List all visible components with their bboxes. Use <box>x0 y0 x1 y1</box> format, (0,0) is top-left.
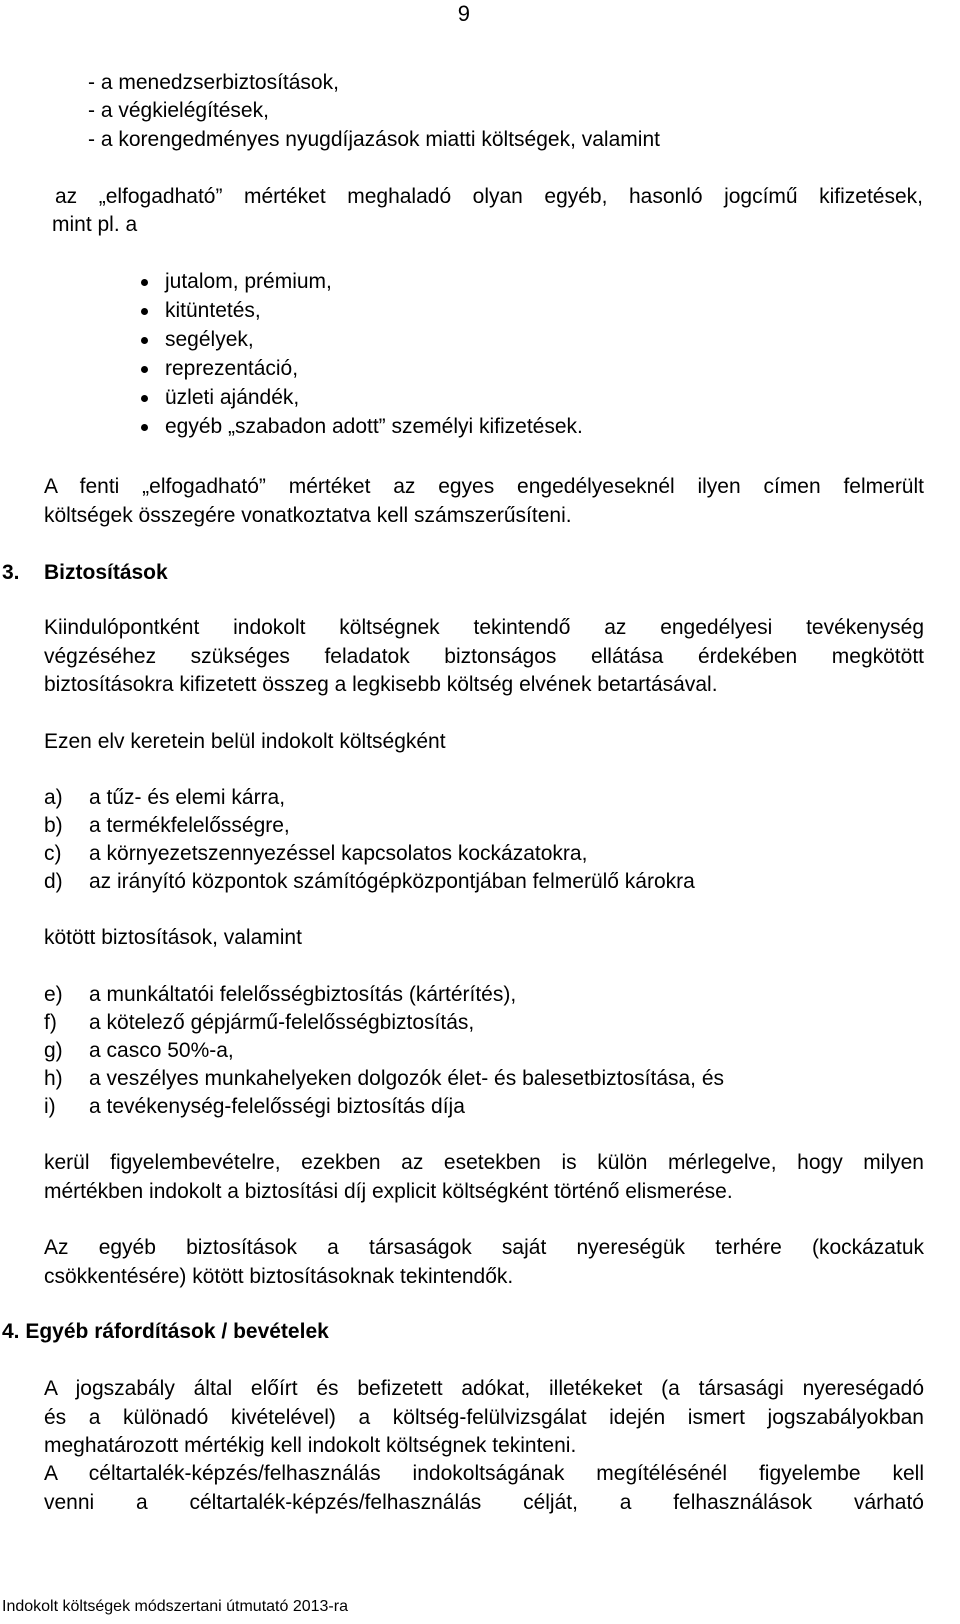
section-3-number: 3. <box>2 561 20 584</box>
bullet-dot-icon <box>141 424 148 431</box>
intro-dash-item: - a menedzserbiztosítások, <box>88 71 339 94</box>
list-label: c) <box>44 842 62 865</box>
list-text: az irányító központok számítógépközpontjában felmerülő károkra <box>89 870 695 893</box>
paragraph-line: és a különadó kivételével) a költség-felülvizsgálat idején ismert jogszabályokban <box>44 1405 924 1429</box>
intro-paragraph-line: mint pl. a <box>52 213 138 236</box>
summary-line: A fenti „elfogadható” mértéket az egyes engedélyeseknél ilyen címen felmerült <box>44 475 924 498</box>
list-label: i) <box>44 1095 56 1118</box>
intro-paragraph-line: az „elfogadható” mértéket meghaladó olyan egyéb, hasonló jogcímű kifizetések, <box>55 185 923 208</box>
list-label: h) <box>44 1067 63 1090</box>
page-footer: Indokolt költségek módszertani útmutató 2013-ra <box>2 1598 348 1615</box>
section-3-paragraph-1 <box>44 614 924 700</box>
list-text: a tűz- és elemi kárra, <box>89 786 286 809</box>
list-label: e) <box>44 983 63 1006</box>
section-3-paragraph-2: Ezen elv keretein belül indokolt költségként <box>44 730 446 753</box>
bullet-dot-icon <box>141 337 148 344</box>
list-text: a környezetszennyezéssel kapcsolatos kockázatokra, <box>89 842 588 865</box>
section-3-paragraph-5 <box>44 1234 924 1291</box>
list-text: a munkáltatói felelősségbiztosítás (kártérítés), <box>89 983 517 1006</box>
section-3-paragraph-4 <box>44 1149 924 1206</box>
summary-paragraph <box>44 473 924 530</box>
bullet-dot-icon <box>141 279 148 286</box>
paragraph-line: mértékben indokolt a biztosítási díj explicit költségként történő elismerése. <box>44 1179 733 1203</box>
paragraph-line: Az egyéb biztosítások a társaságok saját nyereségük terhére (kockázatuk <box>44 1236 924 1259</box>
intro-dash-item: - a végkielégítések, <box>88 99 269 122</box>
section-4-paragraph-2 <box>44 1460 924 1517</box>
paragraph-line: biztosításokra kifizetett összeg a legkisebb költség elvének betartásával. <box>44 673 718 696</box>
bullet-item: üzleti ajándék, <box>139 383 583 412</box>
paragraph-line: A jogszabály által előírt és befizetett adókat, illetékeket (a társasági nyereségadó <box>44 1377 924 1400</box>
list-label: d) <box>44 870 63 893</box>
bullet-item: reprezentáció, <box>139 354 583 383</box>
bullet-item: egyéb „szabadon adott” személyi kifizetések. <box>139 412 583 441</box>
bullet-dot-icon <box>141 308 148 315</box>
summary-line: költségek összegére vonatkoztatva kell számszerűsíteni. <box>44 503 572 527</box>
list-text: a veszélyes munkahelyeken dolgozók élet- és balesetbiztosítása, és <box>89 1067 725 1090</box>
paragraph-line: meghatározott mértékig kell indokolt költségnek tekinteni. <box>44 1434 577 1457</box>
section-4-heading: 4. Egyéb ráfordítások / bevételek <box>2 1320 329 1343</box>
page-number: 9 <box>457 1 470 26</box>
section-3-title: Biztosítások <box>44 561 168 584</box>
bullet-item: jutalom, prémium, <box>139 267 583 296</box>
list-label: a) <box>44 786 63 809</box>
paragraph-line: kerül figyelembevételre, ezekben az esetekben is külön mérlegelve, hogy milyen <box>44 1151 924 1174</box>
paragraph-line: végzéséhez szükséges feladatok biztonságos ellátása érdekében megkötött <box>44 644 924 668</box>
paragraph-line: Kiindulópontként indokolt költségnek tekintendő az engedélyesi tevékenység <box>44 616 924 639</box>
list-label: f) <box>44 1011 57 1034</box>
bullet-item: kitüntetés, <box>139 296 583 325</box>
paragraph-line: venni a céltartalék-képzés/felhasználás célját, a felhasználások várható <box>44 1490 924 1514</box>
section-4-paragraph-1 <box>44 1375 924 1461</box>
list-label: g) <box>44 1039 63 1062</box>
bullet-dot-icon <box>141 395 148 402</box>
paragraph-line: csökkentésére) kötött biztosításoknak tekintendők. <box>44 1264 514 1288</box>
list-text: a casco 50%-a, <box>89 1039 234 1062</box>
list-text: a kötelező gépjármű-felelősségbiztosítás, <box>89 1011 475 1034</box>
paragraph-line: A céltartalék-képzés/felhasználás indokoltságának megítélésénél figyelembe kell <box>44 1462 924 1485</box>
list-text: a termékfelelősségre, <box>89 814 290 837</box>
list-text: a tevékenység-felelősségi biztosítás díja <box>89 1095 465 1118</box>
bullet-dot-icon <box>141 366 148 373</box>
intro-dash-item: - a korengedményes nyugdíjazások miatti költségek, valamint <box>88 128 660 151</box>
list-label: b) <box>44 814 63 837</box>
section-3-paragraph-3: kötött biztosítások, valamint <box>44 926 302 949</box>
bullet-list <box>139 267 583 441</box>
bullet-item: segélyek, <box>139 325 583 354</box>
intro-paragraph <box>52 183 923 239</box>
section-3-heading <box>2 559 168 587</box>
